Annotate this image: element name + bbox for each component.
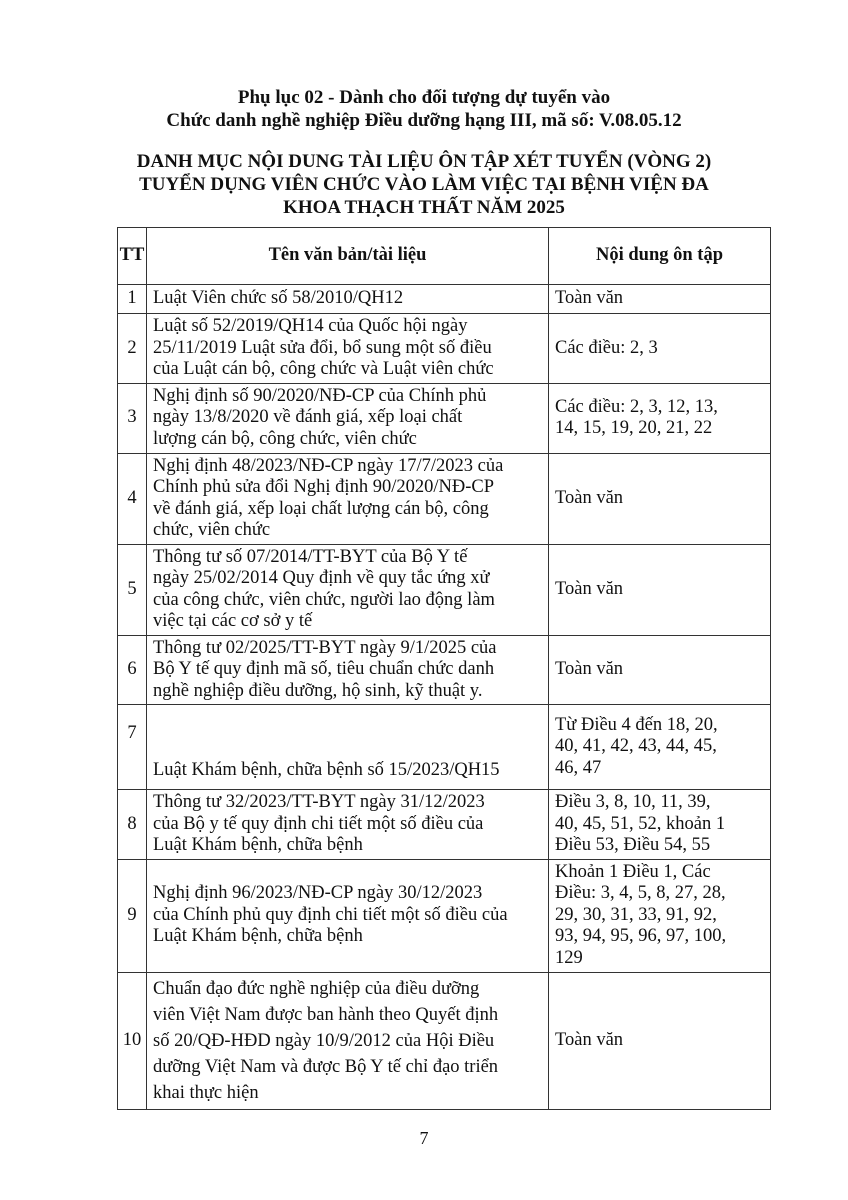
table-row [118, 972, 771, 1109]
title-line-1: DANH MỤC NỘI DUNG TÀI LIỆU ÔN TẬP XÉT TUYỂN (VÒNG 2) [136, 151, 712, 172]
document-name-line: nghề nghiệp điều dưỡng, hộ sinh, kỹ thuật y. [153, 680, 483, 701]
table-row [118, 859, 771, 972]
row-number: 6 [118, 635, 147, 705]
document-name-line: Chuẩn đạo đức nghề nghiệp của điều dưỡng [153, 978, 480, 999]
document-name-line: ngày 25/02/2014 Quy định về quy tắc ứng xử [153, 568, 490, 588]
review-content-line: Toàn văn [555, 578, 624, 599]
row-number: 10 [118, 972, 147, 1109]
review-content-line: 93, 94, 95, 96, 97, 100, [555, 926, 727, 947]
document-name-line: Thông tư số 07/2014/TT-BYT của Bộ Y tế [153, 546, 468, 567]
row-number: 4 [118, 453, 147, 544]
row-number: 8 [118, 790, 147, 860]
document-name-line: của Luật cán bộ, công chức và Luật viên chức [153, 359, 494, 379]
review-content-cell [549, 635, 771, 705]
table-row [118, 314, 771, 384]
document-name-line: về đánh giá, xếp loại chất lượng cán bộ, công [153, 498, 489, 519]
document-name-line: Nghị định số 90/2020/NĐ-CP của Chính phủ [153, 385, 487, 406]
table-row [118, 383, 771, 453]
review-content-line: 40, 45, 51, 52, khoản 1 [555, 813, 726, 834]
document-name-cell [147, 314, 549, 384]
document-name-line: Chính phủ sửa đổi Nghị định 90/2020/NĐ-CP [153, 477, 494, 497]
document-name-cell [147, 285, 549, 314]
review-content-cell [549, 790, 771, 860]
appendix-line-2: Chức danh nghề nghiệp Điều dưỡng hạng III, mã số: V.08.05.12 [166, 110, 682, 131]
document-name-line: Nghị định 48/2023/NĐ-CP ngày 17/7/2023 của [153, 455, 504, 476]
review-content-cell [549, 285, 771, 314]
review-content-line: Điều 53, Điều 54, 55 [555, 835, 711, 855]
row-number: 9 [118, 859, 147, 972]
document-name-line: chức, viên chức [153, 520, 271, 540]
review-content-line: Toàn văn [555, 1029, 624, 1050]
review-content-cell [549, 705, 771, 790]
table-header-row [118, 228, 771, 285]
document-name-line: ngày 13/8/2020 về đánh giá, xếp loại chất [153, 407, 463, 428]
document-name-line: của Chính phủ quy định chi tiết một số điều của [153, 904, 508, 925]
document-name-line: số 20/QĐ-HĐD ngày 10/9/2012 của Hội Điều [153, 1030, 495, 1051]
document-name-line: viên Việt Nam được ban hành theo Quyết định [153, 1004, 499, 1025]
header-review-content: Nội dung ôn tập [549, 228, 771, 285]
document-name-cell [147, 453, 549, 544]
header-tt: TT [118, 228, 147, 285]
document-name-line: Nghị định 96/2023/NĐ-CP ngày 30/12/2023 [153, 883, 483, 904]
document-name-line: Luật số 52/2019/QH14 của Quốc hội ngày [153, 316, 468, 336]
review-content-cell [549, 972, 771, 1109]
document-name-line: Luật Khám bệnh, chữa bệnh [153, 926, 363, 947]
document-name-line: Luật Khám bệnh, chữa bệnh [153, 835, 363, 855]
review-content-cell [549, 383, 771, 453]
document-name-cell [147, 972, 549, 1109]
review-content-line: 29, 30, 31, 33, 91, 92, [555, 904, 717, 925]
document-name-cell [147, 859, 549, 972]
document-name-line: Luật Viên chức số 58/2010/QH12 [153, 288, 404, 309]
review-content-line: Điều: 3, 4, 5, 8, 27, 28, [555, 883, 726, 904]
table-row [118, 705, 771, 790]
row-number: 3 [118, 383, 147, 453]
table-row [118, 790, 771, 860]
review-content-cell [549, 314, 771, 384]
document-name-line: Thông tư 02/2025/TT-BYT ngày 9/1/2025 của [153, 637, 497, 658]
document-name-cell [147, 705, 549, 790]
document-name-line: Thông tư 32/2023/TT-BYT ngày 31/12/2023 [153, 792, 485, 812]
review-content-line: Điều 3, 8, 10, 11, 39, [555, 792, 711, 812]
row-number: 5 [118, 544, 147, 635]
document-name-line: việc tại các cơ sở y tế [153, 611, 313, 631]
row-number: 1 [118, 285, 147, 314]
document-name-line: dưỡng Việt Nam và được Bộ Y tế chỉ đạo triển [153, 1056, 499, 1077]
review-content-line: Toàn văn [555, 288, 624, 309]
review-content-line: Khoản 1 Điều 1, Các [555, 861, 711, 882]
review-content-line: Từ Điều 4 đến 18, 20, [555, 714, 718, 735]
title-line-3: KHOA THẠCH THẤT NĂM 2025 [283, 197, 565, 218]
title-line-2: TUYỂN DỤNG VIÊN CHỨC VÀO LÀM VIỆC TẠI BỆNH VIỆN ĐA [139, 174, 709, 195]
review-content-line: Toàn văn [555, 487, 624, 508]
document-name-line: khai thực hiện [153, 1082, 259, 1103]
appendix-heading [0, 86, 848, 132]
document-name-line: Luật Khám bệnh, chữa bệnh số 15/2023/QH15 [153, 759, 500, 780]
table-row [118, 544, 771, 635]
document-name-cell [147, 544, 549, 635]
document-name-line: của Bộ y tế quy định chi tiết một số điều của [153, 813, 484, 834]
table-row [118, 285, 771, 314]
document-title [0, 150, 848, 219]
review-materials-table [117, 227, 771, 1110]
review-content-line: Toàn văn [555, 659, 624, 679]
table-body [118, 285, 771, 1110]
review-content-line: Các điều: 2, 3, 12, 13, [555, 396, 718, 417]
document-name-cell [147, 383, 549, 453]
review-content-cell [549, 859, 771, 972]
review-content-cell [549, 453, 771, 544]
document-name-line: lượng cán bộ, công chức, viên chức [153, 428, 417, 449]
appendix-line-1: Phụ lục 02 - Dành cho đối tượng dự tuyển vào [237, 87, 611, 108]
review-content-line: 129 [555, 947, 583, 968]
row-number: 2 [118, 314, 147, 384]
row-number: 7 [118, 705, 147, 790]
document-name-line: Bộ Y tế quy định mã số, tiêu chuẩn chức danh [153, 659, 495, 679]
review-content-line: 46, 47 [555, 757, 602, 778]
table-row [118, 453, 771, 544]
document-name-line: của công chức, viên chức, người lao động làm [153, 589, 495, 610]
review-content-line: 40, 41, 42, 43, 44, 45, [555, 736, 717, 757]
page-number: 7 [419, 1128, 429, 1148]
table-row [118, 635, 771, 705]
document-name-cell [147, 635, 549, 705]
document-name-cell [147, 790, 549, 860]
review-content-cell [549, 544, 771, 635]
document-name-line: 25/11/2019 Luật sửa đổi, bổ sung một số điều [153, 337, 492, 358]
review-content-line: Các điều: 2, 3 [555, 337, 658, 358]
review-content-line: 14, 15, 19, 20, 21, 22 [555, 418, 713, 438]
header-document-name: Tên văn bản/tài liệu [147, 228, 549, 285]
